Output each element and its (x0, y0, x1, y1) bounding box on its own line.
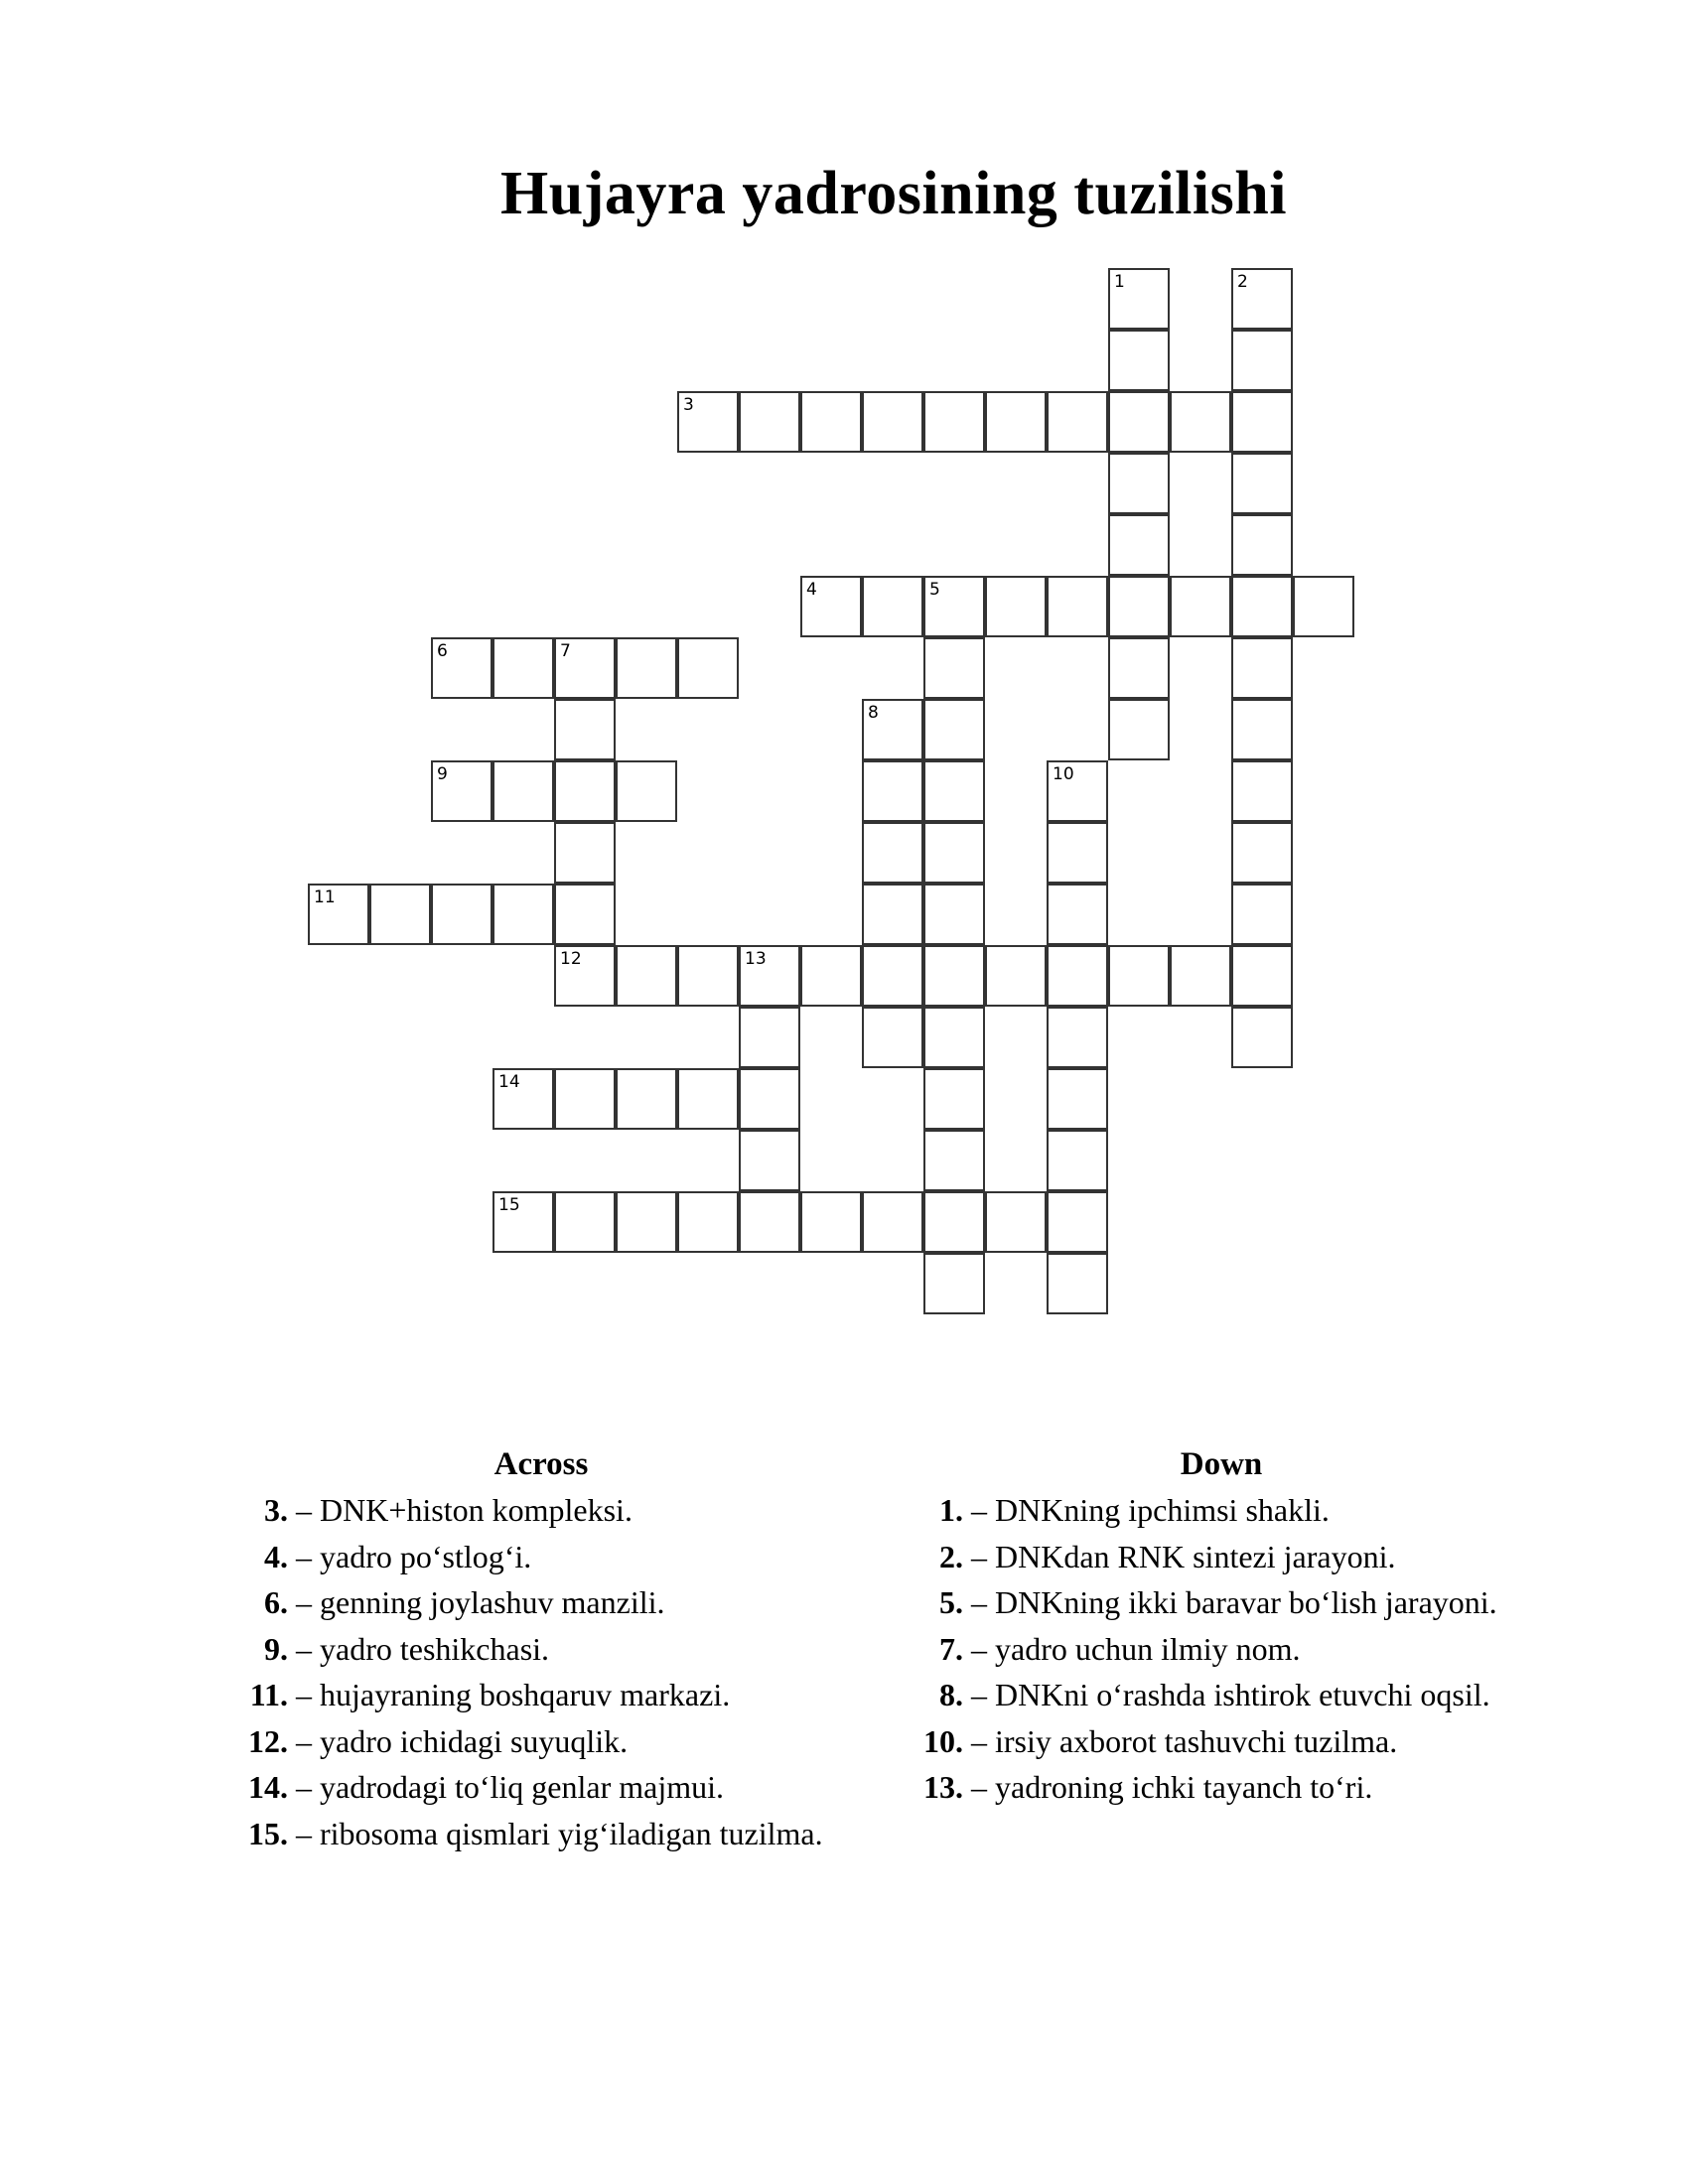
grid-cell[interactable] (1108, 637, 1170, 699)
grid-cell[interactable] (739, 391, 800, 453)
grid-cell[interactable] (554, 699, 616, 760)
grid-cell[interactable] (616, 1068, 677, 1130)
grid-cell[interactable] (1293, 576, 1354, 637)
clue-text: – yadrodagi to‘liq genlar majmui. (296, 1769, 724, 1805)
grid-cell[interactable] (923, 1130, 985, 1191)
grid-cell[interactable] (677, 1191, 739, 1253)
across-clue (199, 1579, 823, 1626)
cell-number: 3 (683, 395, 694, 415)
grid-cell[interactable] (1231, 884, 1293, 945)
grid-cell[interactable] (800, 945, 862, 1007)
down-heading: Down (1180, 1446, 1263, 1482)
grid-cell[interactable] (1170, 945, 1231, 1007)
grid-cell[interactable] (985, 576, 1047, 637)
clue-number: 7. (939, 1630, 963, 1667)
grid-cell[interactable] (554, 760, 616, 822)
across-clue (199, 1672, 823, 1718)
cell-number: 11 (314, 887, 336, 907)
clue-number: 10. (923, 1722, 963, 1759)
grid-cell[interactable] (554, 1068, 616, 1130)
grid-cell[interactable] (862, 576, 923, 637)
grid-cell[interactable] (554, 945, 616, 1007)
across-clue (199, 1626, 823, 1673)
grid-cell[interactable] (923, 1068, 985, 1130)
clue-text: – yadro po‘stlog‘i. (296, 1538, 532, 1574)
grid-cell[interactable] (554, 1191, 616, 1253)
clue-text: – yadro uchun ilmiy nom. (971, 1630, 1301, 1667)
grid-cell[interactable] (1047, 576, 1108, 637)
grid-cell[interactable] (492, 1068, 554, 1130)
down-clue (874, 1672, 1497, 1718)
grid-cell[interactable] (1231, 453, 1293, 514)
grid-cell[interactable] (923, 1253, 985, 1314)
cell-number: 2 (1237, 272, 1248, 292)
grid-cell[interactable] (739, 1068, 800, 1130)
grid-cell[interactable] (923, 1007, 985, 1068)
grid-cell[interactable] (1231, 330, 1293, 391)
grid-cell[interactable] (1047, 1253, 1108, 1314)
grid-cell[interactable] (1047, 1007, 1108, 1068)
clue-text: – yadro ichidagi suyuqlik. (296, 1722, 629, 1759)
clue-number: 11. (249, 1677, 288, 1712)
grid-cell[interactable] (800, 576, 862, 637)
clue-text: – DNKning ipchimsi shakli. (971, 1492, 1330, 1528)
grid-cell[interactable] (862, 760, 923, 822)
grid-cell[interactable] (985, 1191, 1047, 1253)
grid-cell[interactable] (923, 576, 985, 637)
across-clue-list (199, 1487, 823, 1856)
grid-cell[interactable] (862, 884, 923, 945)
down-clue (874, 1579, 1497, 1626)
grid-cell[interactable] (923, 637, 985, 699)
cell-number: 14 (498, 1072, 520, 1092)
grid-cell[interactable] (862, 822, 923, 884)
grid-cell[interactable] (677, 391, 739, 453)
grid-cell[interactable] (1108, 514, 1170, 576)
grid-cell[interactable] (616, 945, 677, 1007)
grid-cell[interactable] (923, 391, 985, 453)
down-clue (874, 1487, 1497, 1534)
grid-cell[interactable] (677, 945, 739, 1007)
cell-number: 8 (868, 703, 879, 723)
grid-cell[interactable] (1170, 576, 1231, 637)
grid-cell[interactable] (492, 884, 554, 945)
grid-cell[interactable] (862, 391, 923, 453)
grid-cell[interactable] (1047, 760, 1108, 822)
clue-number: 6. (264, 1584, 288, 1620)
clue-number: 8. (939, 1677, 963, 1712)
grid-cell[interactable] (985, 391, 1047, 453)
cell-number: 7 (560, 641, 571, 661)
grid-cell[interactable] (739, 1007, 800, 1068)
grid-cell[interactable] (862, 945, 923, 1007)
grid-cell[interactable] (923, 884, 985, 945)
grid-cell[interactable] (616, 760, 677, 822)
grid-cell[interactable] (492, 637, 554, 699)
clue-number: 1. (939, 1492, 963, 1528)
clue-number: 5. (939, 1584, 963, 1620)
grid-cell[interactable] (1231, 945, 1293, 1007)
grid-cell[interactable] (800, 391, 862, 453)
clue-number: 9. (264, 1630, 288, 1667)
grid-cell[interactable] (800, 1191, 862, 1253)
clue-number: 2. (939, 1538, 963, 1574)
grid-cell[interactable] (308, 884, 369, 945)
clue-text: – hujayraning boshqaruv markazi. (296, 1677, 731, 1712)
down-clue-list (874, 1487, 1497, 1811)
across-clue (199, 1718, 823, 1765)
grid-cell[interactable] (862, 1191, 923, 1253)
clue-number: 13. (923, 1769, 963, 1805)
grid-cell[interactable] (431, 884, 492, 945)
grid-cell[interactable] (1108, 453, 1170, 514)
grid-cell[interactable] (616, 637, 677, 699)
grid-cell[interactable] (1170, 391, 1231, 453)
cell-number: 1 (1114, 272, 1125, 292)
grid-cell[interactable] (1047, 391, 1108, 453)
grid-cell[interactable] (554, 884, 616, 945)
grid-cell[interactable] (1047, 822, 1108, 884)
cell-number: 15 (498, 1195, 520, 1215)
grid-cell[interactable] (431, 760, 492, 822)
cell-number: 6 (437, 641, 448, 661)
grid-cell[interactable] (1231, 576, 1293, 637)
grid-cell[interactable] (739, 1130, 800, 1191)
grid-cell[interactable] (1108, 391, 1170, 453)
cell-number: 12 (560, 949, 582, 969)
grid-cell[interactable] (677, 637, 739, 699)
across-heading: Across (493, 1446, 589, 1482)
grid-cell[interactable] (554, 822, 616, 884)
cell-number: 5 (929, 580, 940, 600)
clue-number: 14. (248, 1769, 288, 1805)
clue-number: 12. (248, 1722, 288, 1759)
grid-cell[interactable] (1231, 760, 1293, 822)
page-title: Hujayra yadrosining tuzilishi (500, 160, 1287, 227)
grid-cell[interactable] (1231, 637, 1293, 699)
grid-cell[interactable] (923, 1191, 985, 1253)
clue-text: – DNKdan RNK sintezi jarayoni. (971, 1538, 1396, 1574)
across-clue (199, 1764, 823, 1811)
clue-number: 3. (264, 1492, 288, 1528)
grid-cell[interactable] (616, 1191, 677, 1253)
grid-cell[interactable] (1231, 268, 1293, 330)
grid-cell[interactable] (554, 637, 616, 699)
down-clue (874, 1626, 1497, 1673)
grid-cell[interactable] (1047, 1191, 1108, 1253)
grid-cell[interactable] (492, 760, 554, 822)
grid-cell[interactable] (739, 1191, 800, 1253)
down-clue (874, 1534, 1497, 1580)
across-clue (199, 1487, 823, 1534)
cell-number: 10 (1053, 764, 1074, 784)
down-clue (874, 1764, 1497, 1811)
grid-cell[interactable] (1047, 884, 1108, 945)
clue-number: 15. (248, 1815, 288, 1851)
grid-cell[interactable] (923, 760, 985, 822)
grid-cell[interactable] (1047, 945, 1108, 1007)
clue-text: – ribosoma qismlari yig‘iladigan tuzilma. (296, 1815, 823, 1851)
across-clue (199, 1811, 823, 1857)
cell-number: 13 (745, 949, 767, 969)
grid-cell[interactable] (862, 699, 923, 760)
down-clue (874, 1718, 1497, 1765)
grid-cell[interactable] (923, 822, 985, 884)
grid-cell[interactable] (1108, 945, 1170, 1007)
grid-cell[interactable] (862, 1007, 923, 1068)
grid-cell[interactable] (369, 884, 431, 945)
grid-cell[interactable] (1047, 1130, 1108, 1191)
clue-text: – genning joylashuv manzili. (296, 1584, 665, 1620)
grid-cell[interactable] (923, 945, 985, 1007)
grid-cell[interactable] (1108, 576, 1170, 637)
grid-cell[interactable] (1108, 268, 1170, 330)
grid-cell[interactable] (1047, 1068, 1108, 1130)
grid-cell[interactable] (492, 1191, 554, 1253)
grid-cell[interactable] (1231, 822, 1293, 884)
grid-cell[interactable] (923, 699, 985, 760)
grid-cell[interactable] (431, 637, 492, 699)
cell-number: 4 (806, 580, 817, 600)
clue-text: – yadro teshikchasi. (296, 1630, 550, 1667)
cell-number: 9 (437, 764, 448, 784)
grid-cell[interactable] (677, 1068, 739, 1130)
clue-text: – yadroning ichki tayanch to‘ri. (971, 1769, 1373, 1805)
grid-cell[interactable] (1231, 514, 1293, 576)
clue-text: – DNKning ikki baravar bo‘lish jarayoni. (971, 1584, 1497, 1620)
clue-text: – DNK+histon kompleksi. (296, 1492, 633, 1528)
clue-text: – irsiy axborot tashuvchi tuzilma. (971, 1722, 1398, 1759)
grid-cell[interactable] (1231, 1007, 1293, 1068)
grid-cell[interactable] (1108, 330, 1170, 391)
clue-text: – DNKni o‘rashda ishtirok etuvchi oqsil. (971, 1677, 1490, 1712)
grid-cell[interactable] (1231, 391, 1293, 453)
grid-cell[interactable] (985, 945, 1047, 1007)
grid-cell[interactable] (1108, 699, 1170, 760)
across-clue (199, 1534, 823, 1580)
clue-number: 4. (264, 1538, 288, 1574)
grid-cell[interactable] (739, 945, 800, 1007)
grid-cell[interactable] (1231, 699, 1293, 760)
